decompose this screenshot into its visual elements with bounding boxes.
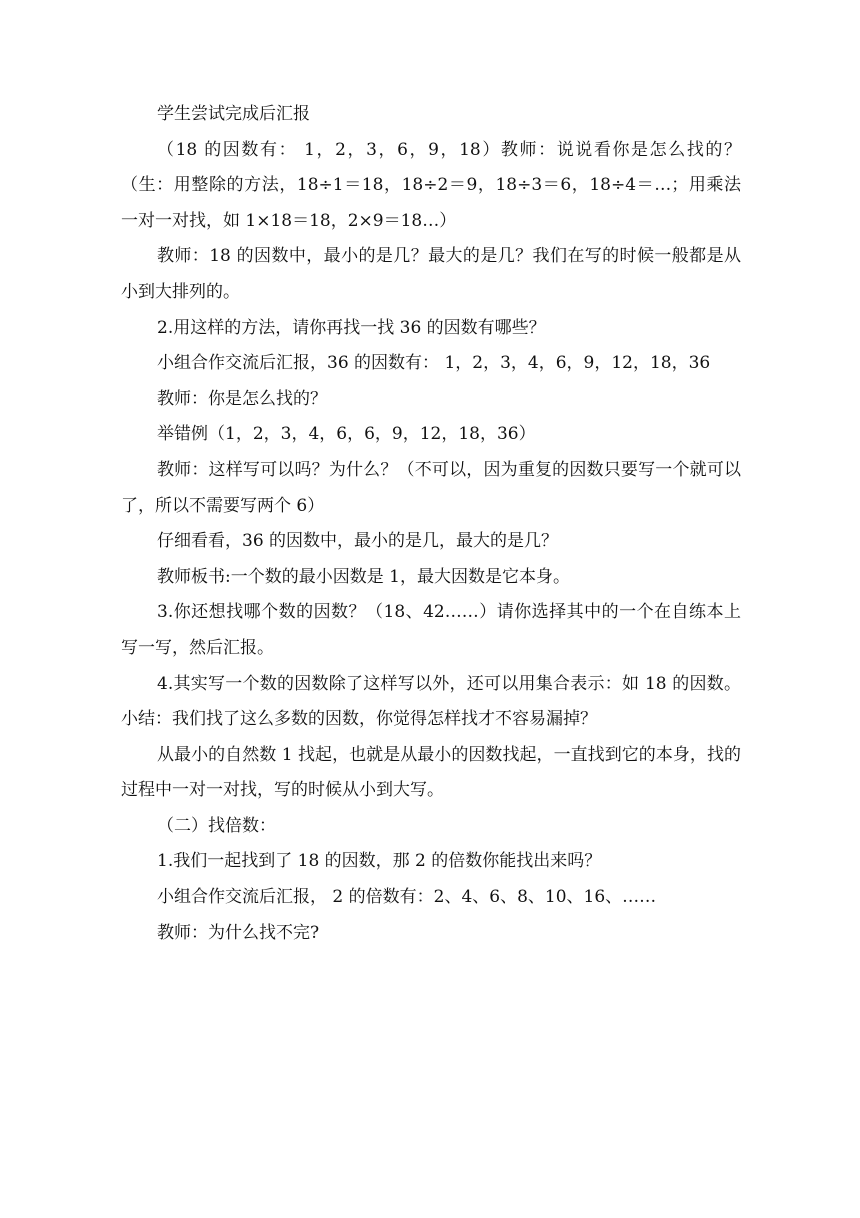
paragraph-wrong-example: 举错例（1，2，3，4，6，6，9，12，18，36） xyxy=(157,424,536,445)
paragraph-report-after-trying: 学生尝试完成后汇报 xyxy=(157,104,310,124)
section-heading-find-multiples: （二）找倍数： xyxy=(157,815,276,836)
paragraph-method-summary: 从最小的自然数 1 找起，也就是从最小的因数找起，一直找到它的本身，找的过程中一对一对找，写的时候从小到大写。 xyxy=(121,744,741,801)
paragraph-teacher-how: 教师：你是怎么找的？ xyxy=(157,388,327,409)
paragraph-board-note: 教师板书:一个数的最小因数是 1，最大因数是它本身。 xyxy=(157,566,570,587)
paragraph-teacher-duplicate: 教师：这样写可以吗？为什么？（不可以，因为重复的因数只要写一个就可以了，所以不需要写两个 6） xyxy=(121,459,741,516)
paragraph-multiples-of-2-question: 1.我们一起找到了 18 的因数，那 2 的倍数你能找出来吗？ xyxy=(157,851,602,872)
paragraph-factors-of-18: （18 的因数有： 1，2，3，6，9，18）教师：说说看你是怎么找的？（生：用整除的方法，18÷1＝18，18÷2＝9，18÷3＝6，18÷4＝…；用乘法一对一对找，如 1×18＝18，2×9＝18…） xyxy=(121,139,741,231)
paragraph-choose-number: 3.你还想找哪个数的因数？（18、42……）请你选择其中的一个在自练本上写一写，然后汇报。 xyxy=(121,602,741,658)
paragraph-factors-of-36: 小组合作交流后汇报，36 的因数有： 1，2，3，4，6，9，12，18，36 xyxy=(157,353,711,374)
document-body xyxy=(121,97,741,951)
paragraph-smallest-largest-36: 仔细看看，36 的因数中，最小的是几，最大的是几？ xyxy=(157,531,559,552)
paragraph-find-factors-36: 2.用这样的方法，请你再找一找 36 的因数有哪些？ xyxy=(157,317,546,338)
paragraph-multiples-of-2: 小组合作交流后汇报， 2 的倍数有：2、4、6、8、10、16、…… xyxy=(157,887,657,908)
paragraph-set-notation: 4.其实写一个数的因数除了这样写以外，还可以用集合表示：如 18 的因数。小结：我们找了这么多数的因数，你觉得怎样找才不容易漏掉？ xyxy=(121,673,741,730)
paragraph-teacher-why-endless: 教师：为什么找不完? xyxy=(157,922,320,943)
paragraph-teacher-question-18: 教师：18 的因数中，最小的是几？最大的是几？我们在写的时候一般都是从小到大排列的。 xyxy=(121,246,741,302)
